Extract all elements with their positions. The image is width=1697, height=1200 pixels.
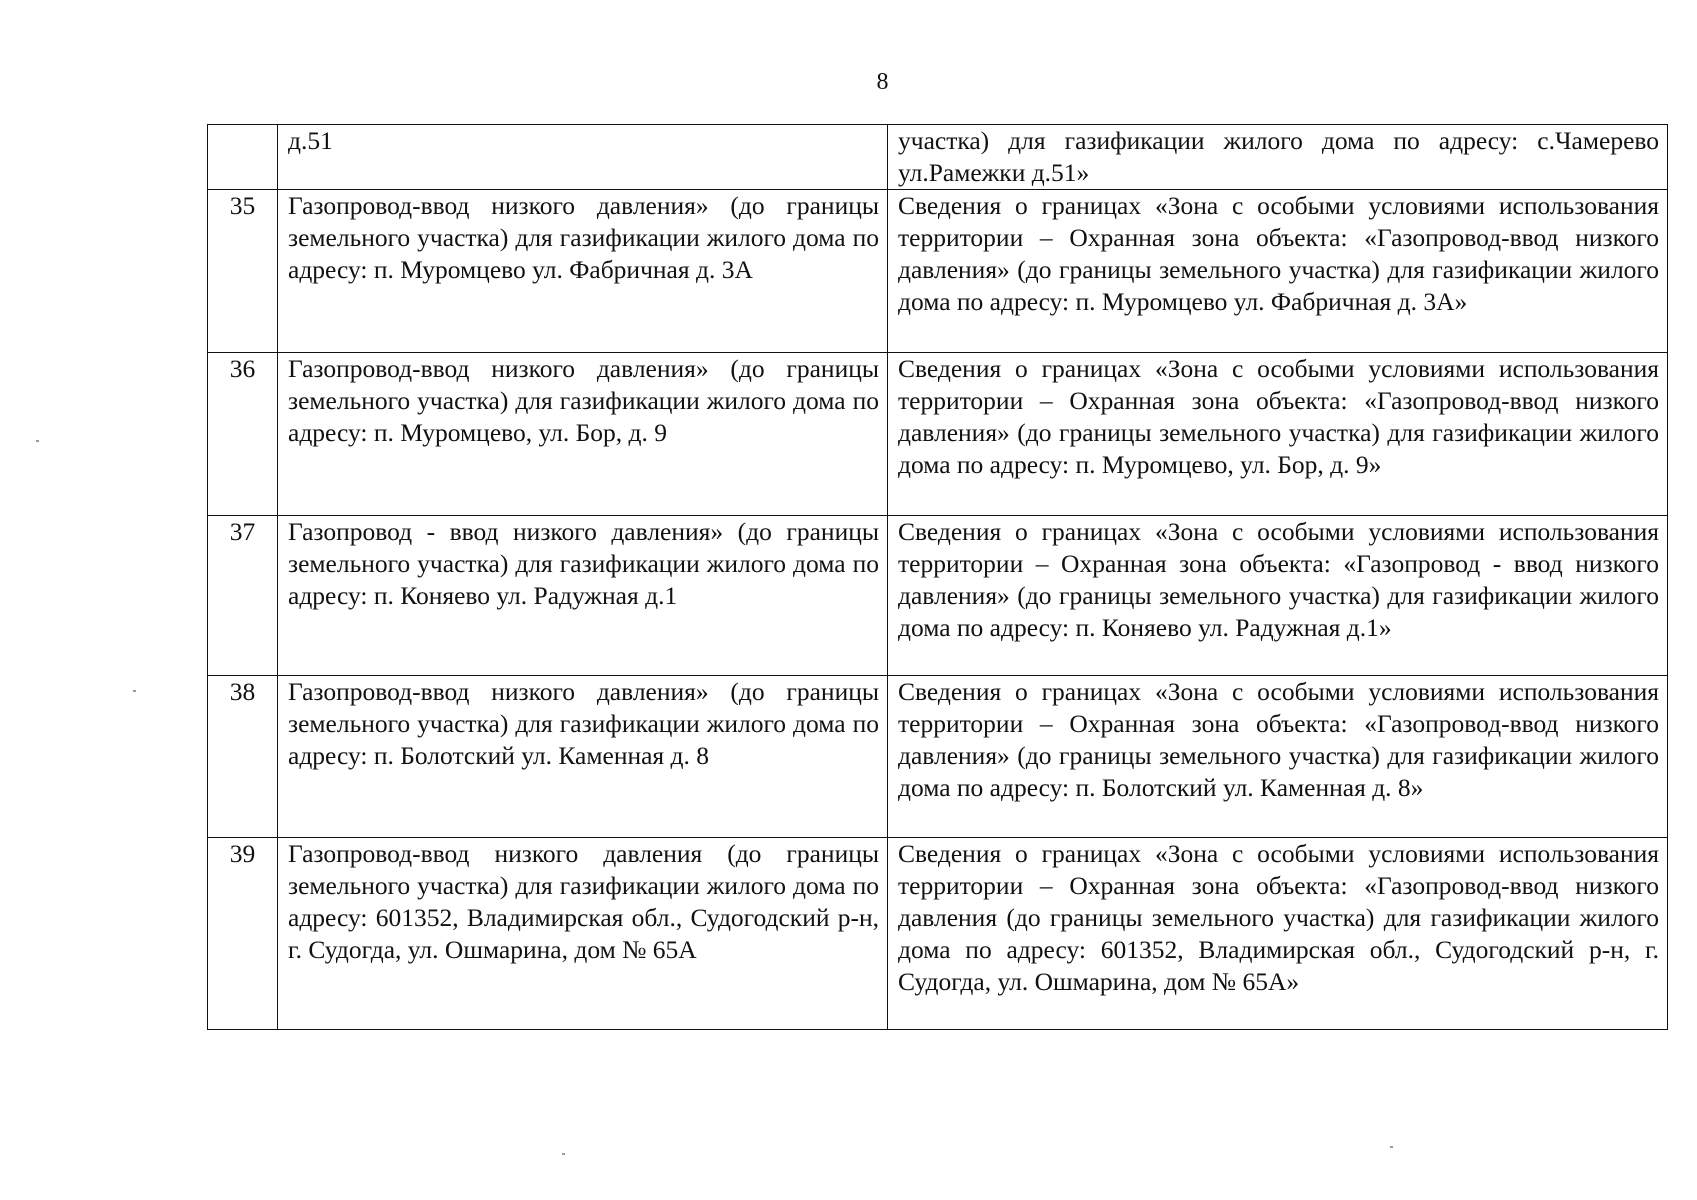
row-number-cell: 37 [208,516,278,676]
row-number-cell: 38 [208,676,278,838]
zone-info-cell: Сведения о границах «Зона с особыми условиями использования территории – Охранная зона объекта: «Газопровод - ввод низкого давления» (до границы земельного участка) для газификации жилого дома по адресу: п. Коняево ул. Радужная д.1» [888,516,1668,676]
row-number-cell: 36 [208,353,278,516]
object-name-cell: Газопровод - ввод низкого давления» (до границы земельного участка) для газификации жилого дома по адресу: п. Коняево ул. Радужная д.1 [278,516,888,676]
object-name-cell: Газопровод-ввод низкого давления» (до границы земельного участка) для газификации жилого дома по адресу: п. Муромцево, ул. Бор, д. 9 [278,353,888,516]
scan-speck [133,690,136,692]
object-name-cell: Газопровод-ввод низкого давления (до границы земельного участка) для газификации жилого дома по адресу: 601352, Владимирская обл., Судогодский р-н, г. Судогда, ул. Ошмарина, дом № 65А [278,838,888,1030]
table-row [208,190,1668,353]
table-row [208,676,1668,838]
table-row-continued [208,125,1668,190]
zone-info-cell: Сведения о границах «Зона с особыми условиями использования территории – Охранная зона объекта: «Газопровод-ввод низкого давления» (до границы земельного участка) для газификации жилого дома по адресу: п. Болотский ул. Каменная д. 8» [888,676,1668,838]
row-number-cell: 35 [208,190,278,353]
object-name-cell: Газопровод-ввод низкого давления» (до границы земельного участка) для газификации жилого дома по адресу: п. Болотский ул. Каменная д. 8 [278,676,888,838]
zone-info-cell: Сведения о границах «Зона с особыми условиями использования территории – Охранная зона объекта: «Газопровод-ввод низкого давления (до границы земельного участка) для газификации жилого дома по адресу: 601352, Владимирская обл., Судогодский р-н, г. Судогда, ул. Ошмарина, дом № 65А» [888,838,1668,1030]
zone-info-cell: участка) для газификации жилого дома по адресу: с.Чамерево ул.Рамежки д.51» [888,125,1668,190]
scan-speck [36,440,39,442]
zone-info-cell: Сведения о границах «Зона с особыми условиями использования территории – Охранная зона объекта: «Газопровод-ввод низкого давления» (до границы земельного участка) для газификации жилого дома по адресу: п. Муромцево ул. Фабричная д. 3А» [888,190,1668,353]
zones-table [207,124,1668,1030]
object-name-cell: д.51 [278,125,888,190]
row-number-cell [208,125,278,190]
row-number-cell: 39 [208,838,278,1030]
table-row [208,838,1668,1030]
scan-speck [562,1153,565,1155]
table-row [208,353,1668,516]
table-row [208,516,1668,676]
object-name-cell: Газопровод-ввод низкого давления» (до границы земельного участка) для газификации жилого дома по адресу: п. Муромцево ул. Фабричная д. 3А [278,190,888,353]
zone-info-cell: Сведения о границах «Зона с особыми условиями использования территории – Охранная зона объекта: «Газопровод-ввод низкого давления» (до границы земельного участка) для газификации жилого дома по адресу: п. Муромцево, ул. Бор, д. 9» [888,353,1668,516]
scan-speck [1390,1146,1393,1148]
page-number: 8 [876,69,889,95]
